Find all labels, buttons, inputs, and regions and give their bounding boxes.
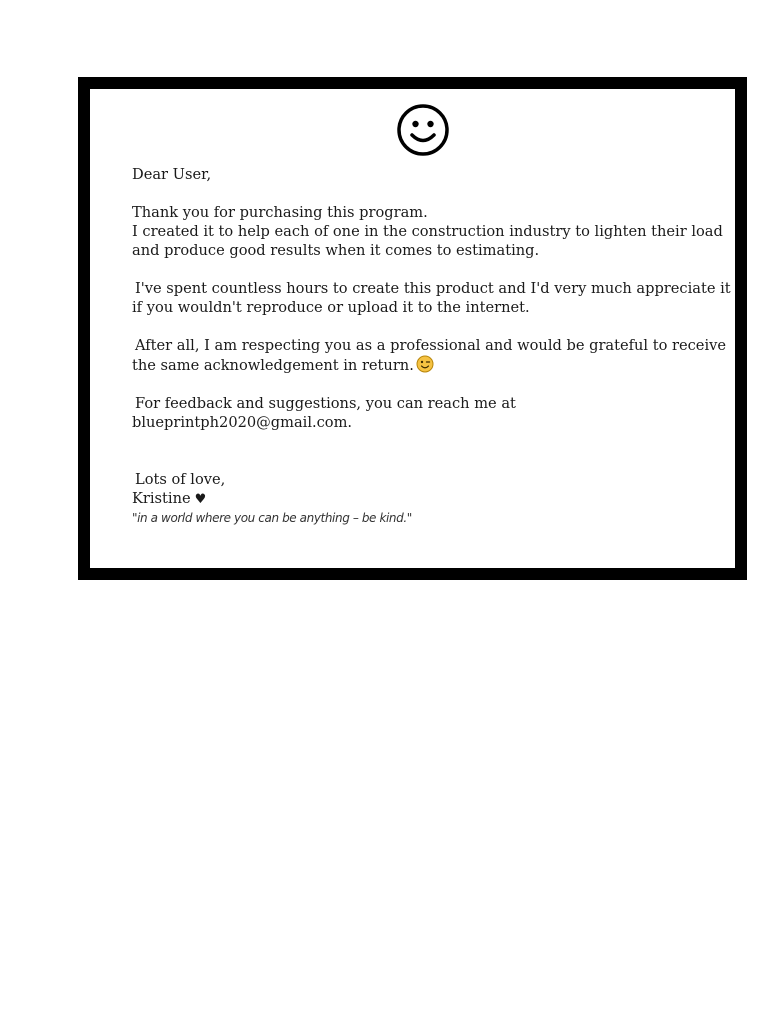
paragraph-2-line-2: if you wouldn't reproduce or upload it to the internet. — [132, 299, 530, 316]
paragraph-1-line-3: and produce good results when it comes to estimating. — [132, 242, 540, 259]
closing: Lots of love, — [135, 471, 226, 488]
paragraph-3-line-2 — [132, 355, 712, 375]
salutation: Dear User, — [132, 166, 212, 183]
letter-body — [132, 165, 731, 528]
signature — [132, 489, 712, 509]
paragraph-2-line-1: I've spent countless hours to create this product and I'd very much appreciate it — [135, 280, 731, 297]
winking-face-icon — [416, 355, 434, 373]
letter-frame — [78, 77, 747, 580]
signature-name: Kristine — [132, 490, 191, 507]
paragraph-1-line-1: Thank you for purchasing this program. — [132, 204, 428, 221]
paragraph-4-line-1: For feedback and suggestions, you can reach me at — [135, 395, 516, 412]
paragraph-3-line-1: After all, I am respecting you as a professional and would be grateful to receive — [135, 337, 726, 354]
email-address: blueprintph2020@gmail.com. — [132, 414, 353, 431]
heart-icon: ♥ — [194, 492, 207, 507]
tagline: "in a world where you can be anything – be kind." — [132, 511, 412, 525]
paragraph-1-line-2: I created it to help each of one in the construction industry to lighten their load — [132, 223, 723, 240]
paragraph-3-line-2-text: the same acknowledgement in return. — [132, 357, 414, 374]
smiley-face-icon — [396, 103, 450, 157]
